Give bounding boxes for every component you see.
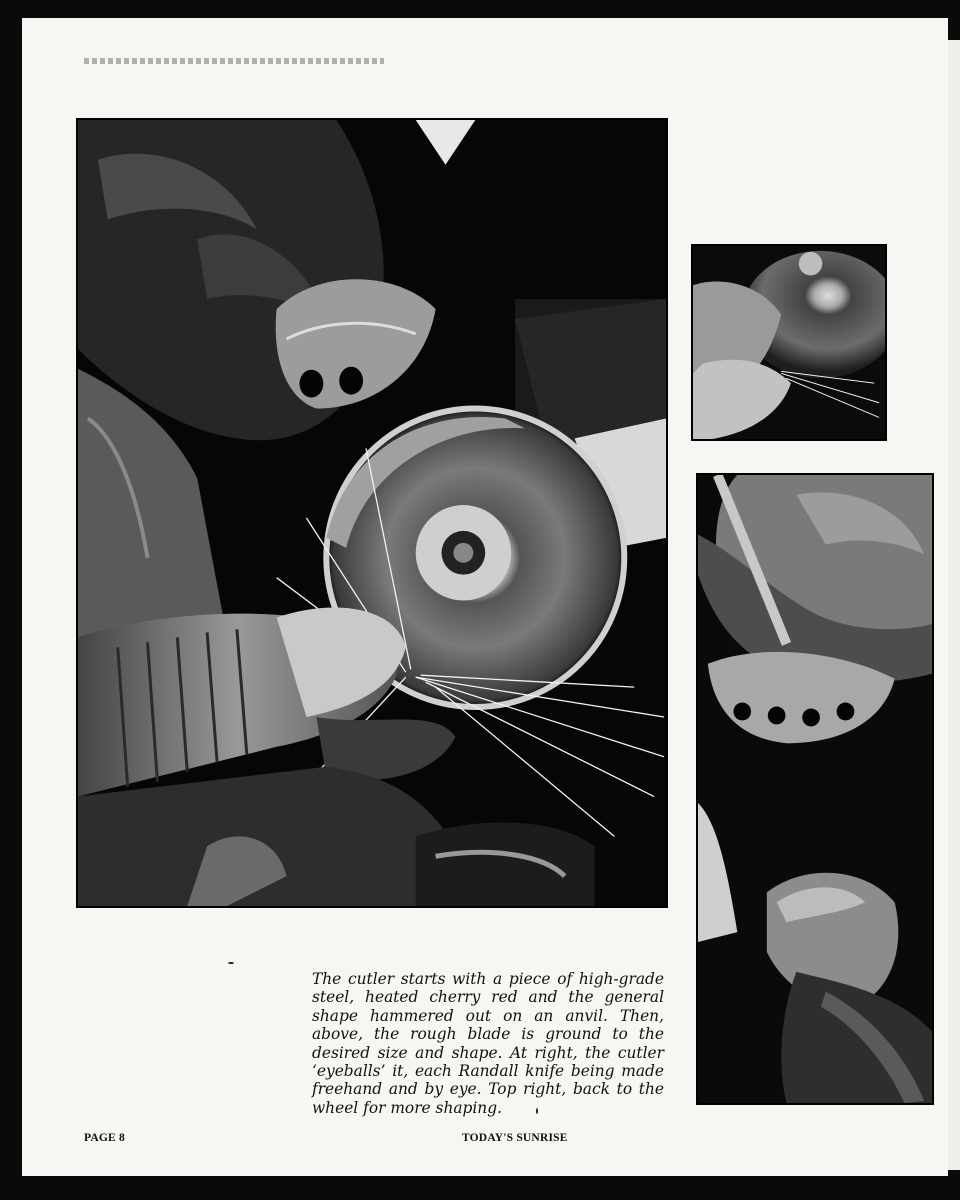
main-photo-grinding-wheel: [76, 118, 668, 908]
ink-speck: [536, 1108, 538, 1114]
ink-speck: [228, 962, 234, 964]
publication-name: TODAY'S SUNRISE: [462, 1132, 568, 1144]
page-edge: [948, 40, 960, 1170]
photo-caption: The cutler starts with a piece of high-grade steel, heated cherry red and the general shape hammered out on an anvil. Then, above, the rough blade is ground to the desired size and shape. At right, the cutler ‘eyeballs’ it, each Randall knife being made freehand and by eye. Top right, back to the wheel for more shaping.: [312, 970, 664, 1117]
torn-edge-strip: [84, 58, 384, 64]
top-right-photo-wheel: [691, 244, 887, 441]
wheel-photo-graphic: [693, 246, 885, 439]
newspaper-page: [22, 18, 948, 1176]
right-photo-eyeballing: [696, 473, 934, 1105]
grinding-photo-graphic: [78, 120, 666, 906]
page-number: PAGE 8: [84, 1132, 125, 1144]
eyeballing-photo-graphic: [698, 475, 932, 1103]
